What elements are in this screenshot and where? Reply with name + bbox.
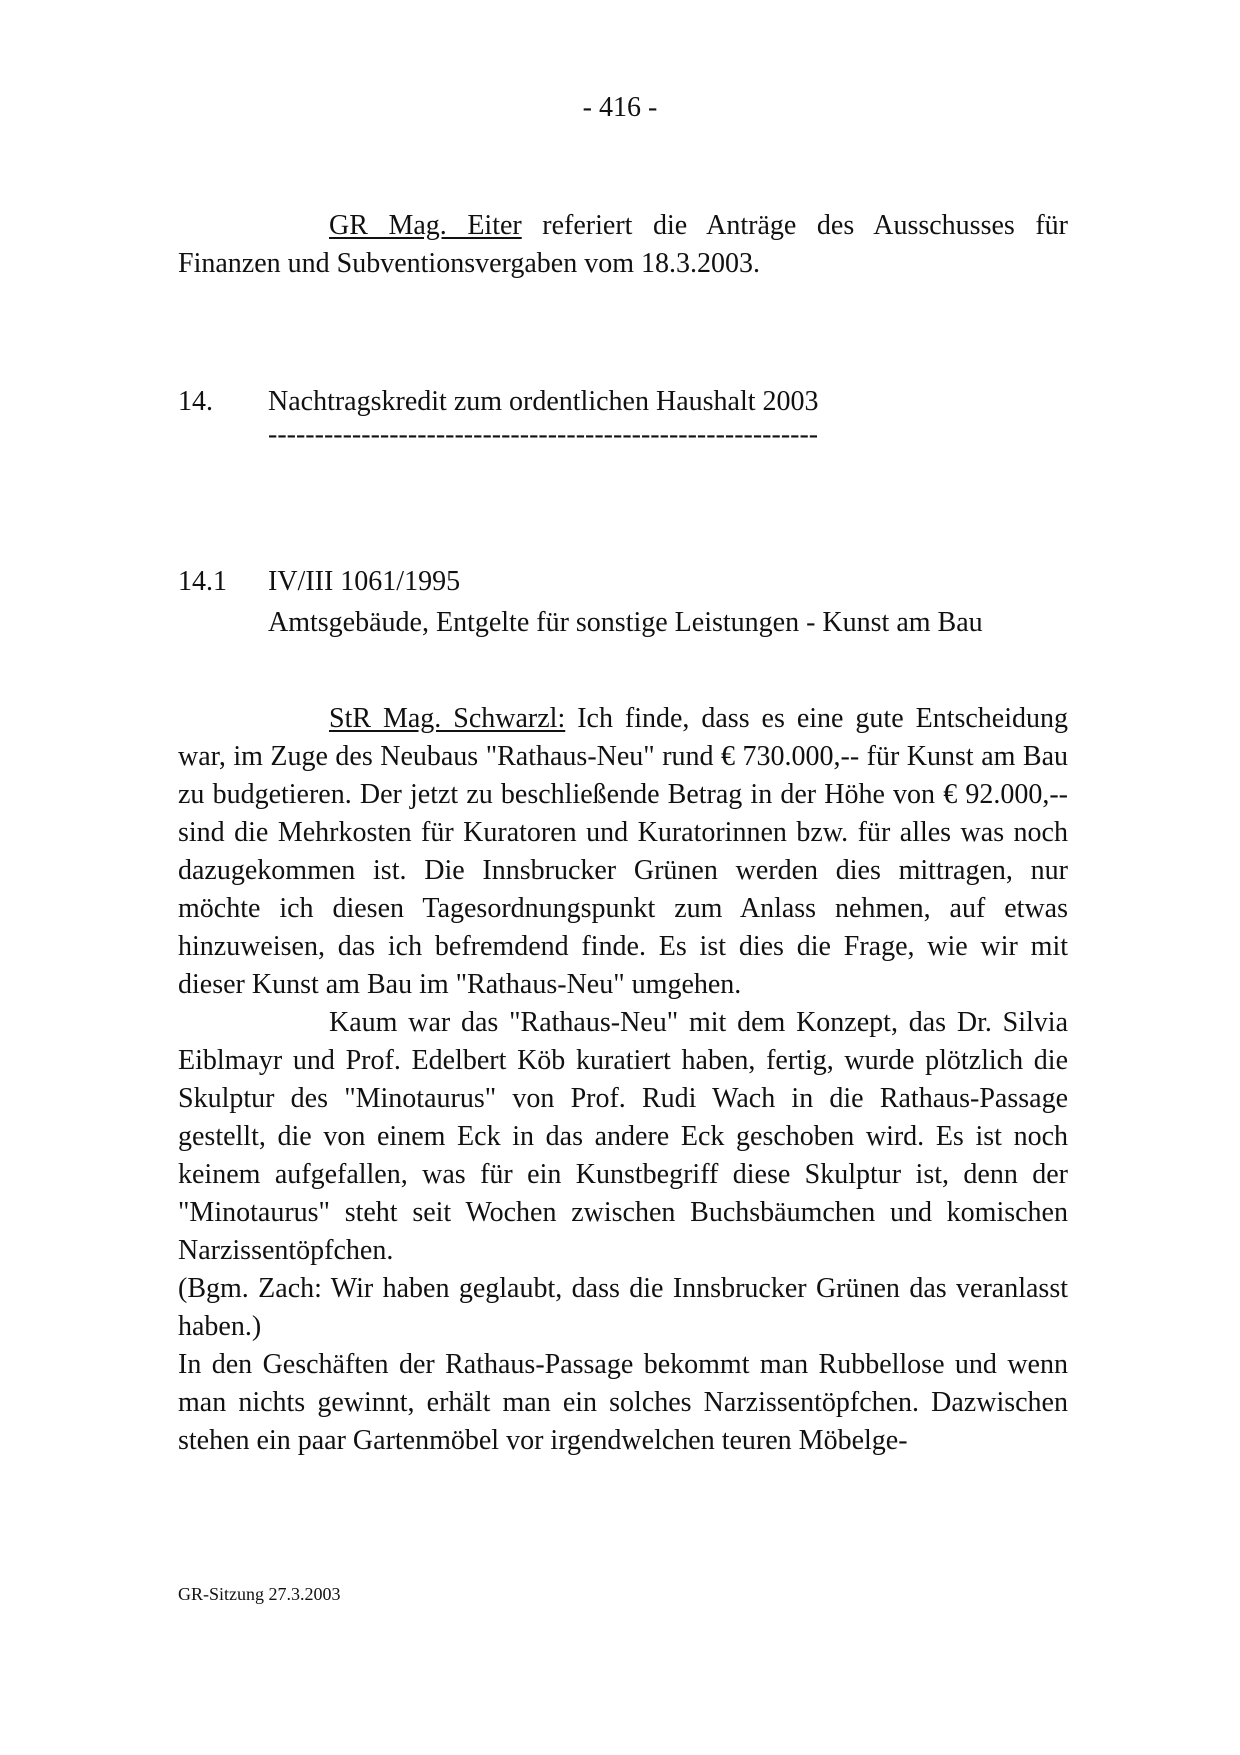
section-title: Nachtragskredit zum ordentlichen Haushalt 2003 bbox=[268, 386, 819, 417]
section-number: 14. bbox=[178, 386, 213, 417]
subsection-number: 14.1 bbox=[178, 566, 227, 597]
intro-paragraph bbox=[178, 207, 1068, 283]
footer: GR-Sitzung 27.3.2003 bbox=[178, 1584, 341, 1604]
page-number: - 416 - bbox=[582, 92, 658, 123]
subsection-title: Amtsgebäude, Entgelte für sonstige Leistungen - Kunst am Bau bbox=[268, 607, 983, 638]
speaker-name: GR Mag. Eiter bbox=[329, 210, 522, 241]
speech-body bbox=[178, 700, 1068, 1460]
section-underline: ----------------------------------------------------------- bbox=[268, 421, 819, 449]
speaker-name: StR Mag. Schwarzl: bbox=[329, 703, 566, 734]
subsection-code: IV/III 1061/1995 bbox=[268, 566, 461, 597]
speech-paragraph-3: In den Geschäften der Rathaus-Passage bekommt man Rubbellose und wenn man nichts gewinnt, erhält man ein solches Narzissentöpfchen. Dazwischen stehen ein paar Gartenmöbel vor irgendwelchen teuren Möbelge- bbox=[178, 1349, 1068, 1456]
interjection: (Bgm. Zach: Wir haben geglaubt, dass die Innsbrucker Grünen das veranlasst haben.) bbox=[178, 1273, 1068, 1342]
speech-paragraph-2: Kaum war das "Rathaus-Neu" mit dem Konzept, das Dr. Silvia Eiblmayr und Prof. Edelbert Köb kuratiert haben, fertig, wurde plötzlich die Skulptur des "Minotaurus" von Prof. Rudi Wach in die Rathaus-Passage gestellt, die von einem Eck in das andere Eck geschoben wird. Es ist noch keinem aufgefallen, was für ein Kunstbegriff diese Skulptur ist, denn der "Minotaurus" steht seit Wochen zwischen Buchsbäumchen und komischen Narzissentöpfchen. bbox=[178, 1007, 1068, 1266]
speech-paragraph-1: StR Mag. Schwarzl: Ich finde, dass es eine gute Entscheidung war, im Zuge des Neubaus "Rathaus-Neu" rund € 730.000,-- für Kunst am Bau zu budgetieren. Der jetzt zu beschließende Betrag in der Höhe von € 92.000,-- sind die Mehrkosten für Kuratoren und Kuratorinnen bzw. für alles was noch dazugekommen ist. Die Innsbrucker Grünen werden dies mittragen, nur möchte ich diesen Tagesordnungspunkt zum Anlass nehmen, auf etwas hinzuweisen, das ich befremdend finde. Es ist dies die Frage, wie wir mit dieser Kunst am Bau im "Rathaus-Neu" umgehen. bbox=[178, 703, 1069, 1000]
intro-text: referiert die Anträge des Ausschusses für Finanzen und Subventionsvergaben vom 18.3.2003. bbox=[178, 210, 1068, 279]
